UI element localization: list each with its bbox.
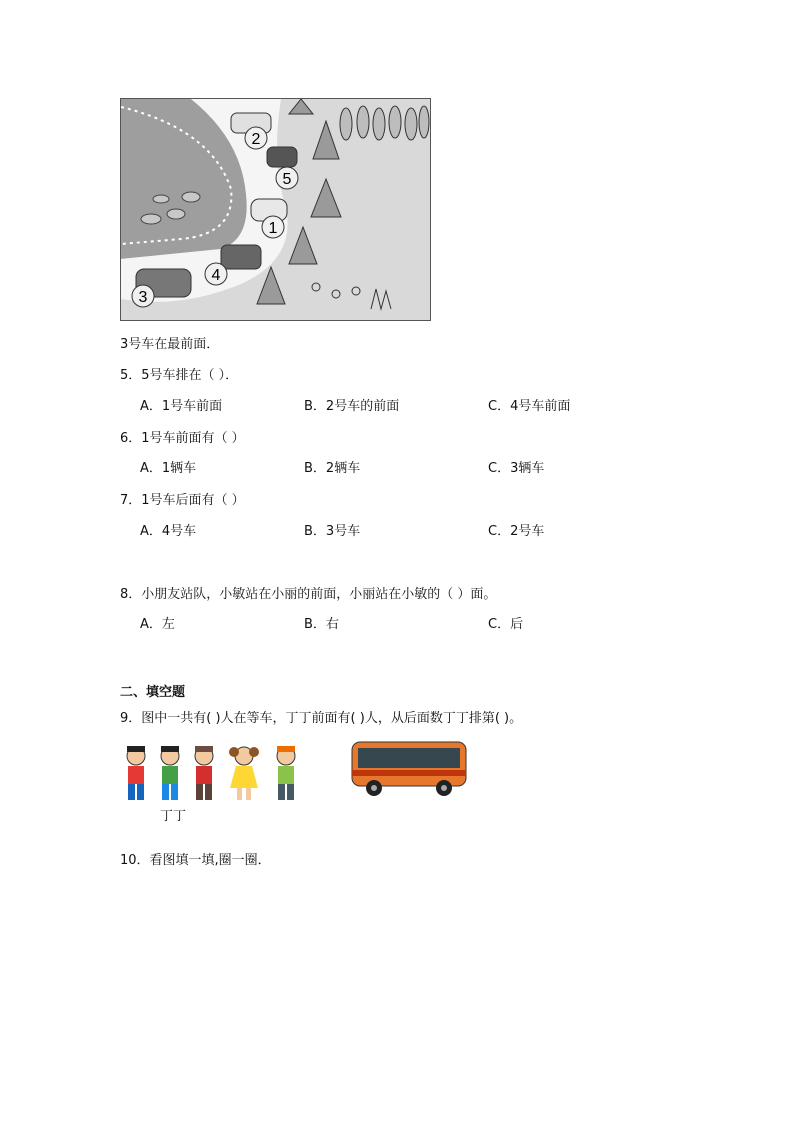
q8-stem: 8．小朋友站队，小敏站在小丽的前面，小丽站在小敏的（ ）面。 (120, 587, 497, 602)
q5-option-c[interactable]: C．4号车前面 (488, 399, 571, 414)
car-number-2: 2 (251, 131, 261, 148)
car-number-4: 4 (211, 267, 221, 284)
q5-stem: 5．5号车排在（ ）． (120, 368, 239, 383)
kids-queue-figure (118, 742, 318, 806)
q8-option-a[interactable]: A．左 (140, 617, 175, 632)
q5-option-b[interactable]: B．2号车的前面 (304, 399, 400, 414)
cars-road-illustration (121, 99, 431, 321)
car-number-1: 1 (268, 220, 278, 237)
q7-option-b[interactable]: B．3号车 (304, 524, 361, 539)
q6-option-b[interactable]: B．2辆车 (304, 461, 361, 476)
kids-illustration (118, 742, 318, 806)
q10-stem: 10．看图填一填,圈一圈． (120, 853, 271, 868)
q8-option-b[interactable]: B．右 (304, 617, 339, 632)
bus-figure (348, 736, 470, 800)
q8-option-c[interactable]: C．后 (488, 617, 524, 632)
section-title-fill-blank: 二、填空题 (120, 685, 186, 700)
car-number-5: 5 (282, 171, 292, 188)
q6-option-a[interactable]: A．1辆车 (140, 461, 197, 476)
q9-stem: 9．图中一共有( )人在等车，丁丁前面有( )人，从后面数丁丁排第( )。 (120, 711, 523, 726)
car3-statement: 3号车在最前面． (120, 337, 220, 352)
cars-road-figure (120, 98, 431, 321)
q7-stem: 7．1号车后面有（ ） (120, 493, 245, 508)
q7-option-c[interactable]: C．2号车 (488, 524, 545, 539)
kid-label-dingding: 丁丁 (160, 809, 187, 824)
q5-option-a[interactable]: A．1号车前面 (140, 399, 223, 414)
bus-illustration (348, 736, 470, 800)
q7-option-a[interactable]: A．4号车 (140, 524, 197, 539)
car-number-3: 3 (138, 289, 148, 306)
q6-stem: 6．1号车前面有（ ） (120, 431, 245, 446)
q6-option-c[interactable]: C．3辆车 (488, 461, 545, 476)
